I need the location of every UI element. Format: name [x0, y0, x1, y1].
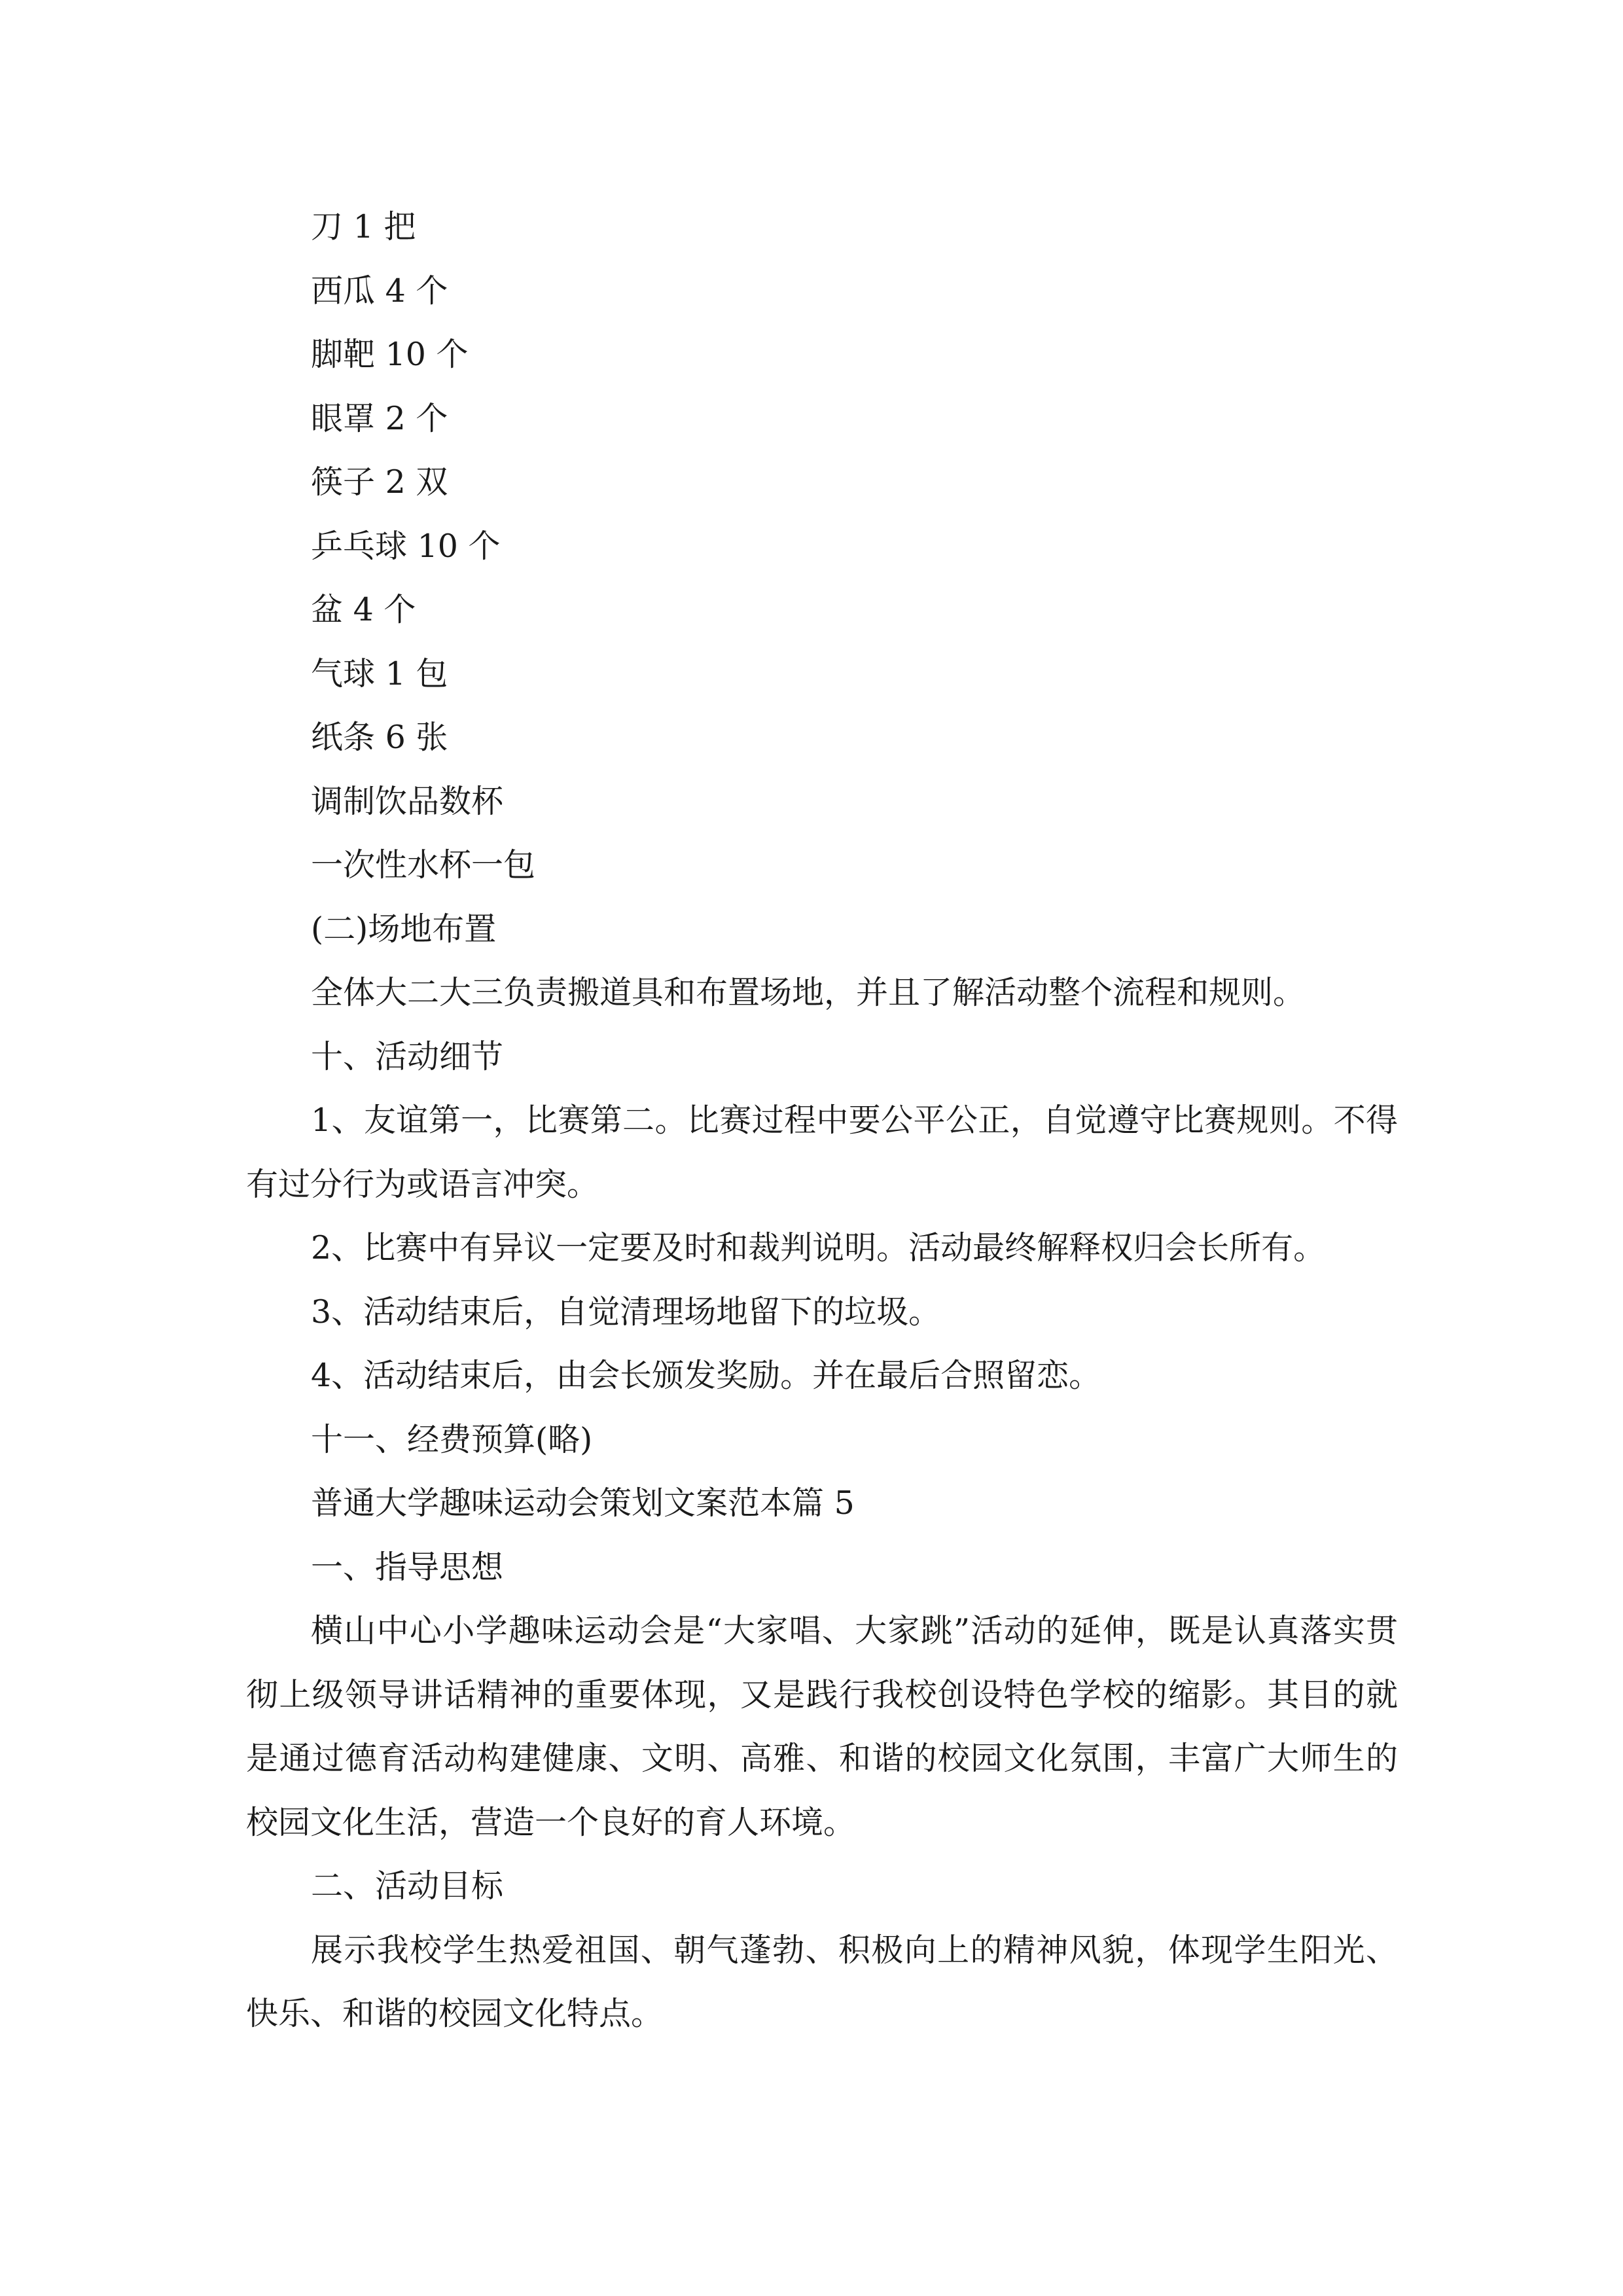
document-body [246, 195, 1398, 2046]
list-item: 乒乓球 10 个 [311, 527, 501, 565]
list-item: 调制饮品数杯 [311, 782, 504, 820]
detail-item: 4、活动结束后，由会长颁发奖励。并在最后合照留恋。 [311, 1357, 1101, 1394]
list-item: 气球 1 包 [311, 655, 448, 692]
goal-heading: 二、活动目标 [311, 1867, 504, 1905]
list-item: 一次性水杯一包 [311, 846, 536, 884]
detail-item: 2、比赛中有异议一定要及时和裁判说明。活动最终解释权归会长所有。 [311, 1229, 1326, 1266]
goal-paragraph: 展示我校学生热爱祖国、朝气蓬勃、积极向上的精神风貌，体现学生阳光、快乐、和谐的校园文化特点。 [246, 1931, 1398, 2032]
list-item: 刀 1 把 [311, 208, 416, 245]
venue-paragraph: 全体大二大三负责搬道具和布置场地，并且了解活动整个流程和规则。 [311, 974, 1306, 1011]
section-eleven-heading: 十一、经费预算(略) [311, 1420, 593, 1458]
venue-heading: (二)场地布置 [311, 910, 497, 948]
list-item: 盆 4 个 [311, 591, 416, 628]
list-item: 纸条 6 张 [311, 719, 448, 756]
list-item: 西瓜 4 个 [311, 272, 448, 310]
guiding-heading: 一、指导思想 [311, 1548, 504, 1586]
guiding-paragraph: 横山中心小学趣味运动会是“大家唱、大家跳”活动的延伸，既是认真落实贯彻上级领导讲话精神的重要体现，又是践行我校创设特色学校的缩影。其目的就是通过德育活动构建健康、文明、高雅、和谐的校园文化氛围，丰富广大师生的校园文化生活，营造一个良好的育人环境。 [246, 1612, 1398, 1841]
list-item: 筷子 2 双 [311, 463, 448, 501]
section-ten-heading: 十、活动细节 [311, 1037, 504, 1075]
list-item: 眼罩 2 个 [311, 399, 448, 437]
detail-item: 1、友谊第一，比赛第二。比赛过程中要公平公正，自觉遵守比赛规则。不得有过分行为或语言冲突。 [246, 1102, 1398, 1203]
article-title: 普通大学趣味运动会策划文案范本篇 5 [311, 1484, 855, 1522]
detail-item: 3、活动结束后，自觉清理场地留下的垃圾。 [311, 1293, 941, 1331]
list-item: 脚靶 10 个 [311, 336, 469, 373]
